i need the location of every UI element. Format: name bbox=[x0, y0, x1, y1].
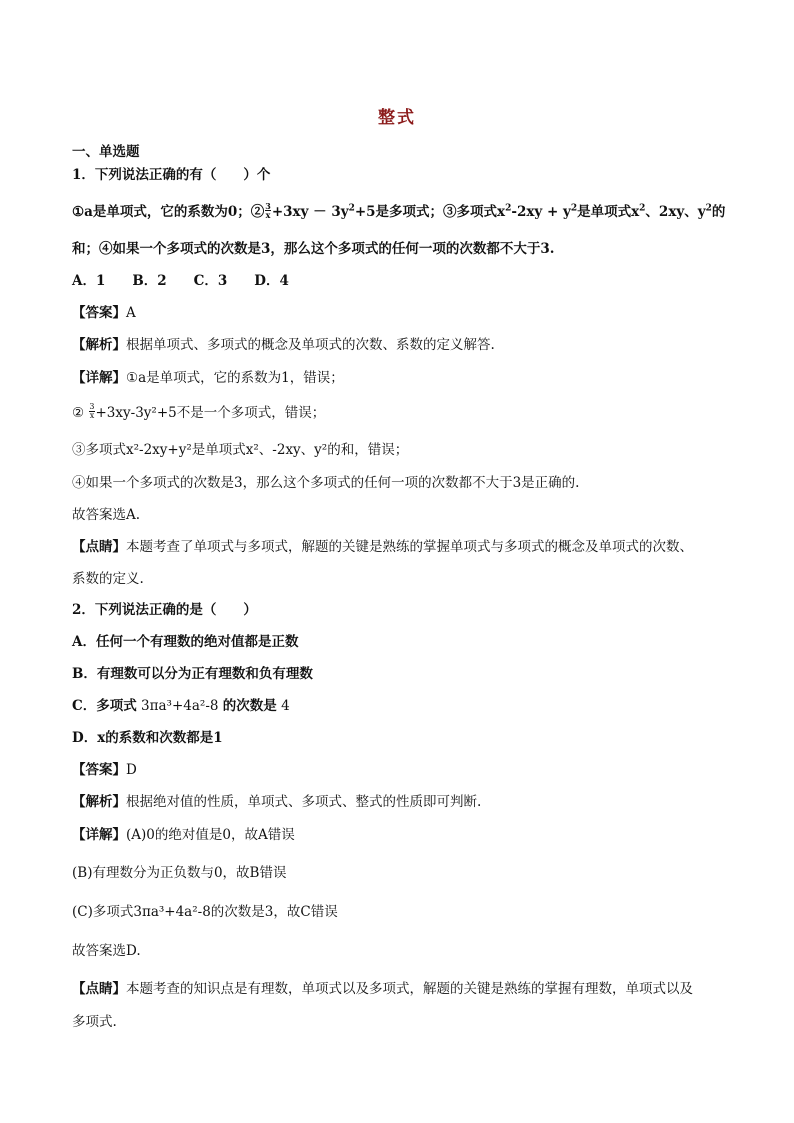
q1-detail-fraction: $\frac{3}{x}$ bbox=[89, 402, 95, 420]
q2-stem: 2．下列说法正确的是（ ） bbox=[72, 602, 257, 618]
q1-comment-1: 【点睛】本题考查了单项式与多项式，解题的关键是熟练的掌握单项式与多项式的概念及单项式的次数、 bbox=[72, 539, 693, 555]
q2-comment-2: 多项式. bbox=[72, 1014, 117, 1030]
q1-statement-line2: 和；④如果一个多项式的次数是3，那么这个多项式的任何一项的次数都不大于3. bbox=[72, 241, 555, 257]
q1-detail-1: 【详解】①a是单项式，它的系数为1，错误； bbox=[72, 370, 344, 386]
q2-option-c: C．多项式 3πa³+4a²-8 的次数是 4 bbox=[72, 698, 290, 714]
q2-detail-a: 【详解】(A)0的绝对值是0，故A错误 bbox=[72, 827, 295, 843]
q1-detail-2: ② $\frac{3}{x}$ +3xy-3y²+5不是一个多项式，错误； bbox=[72, 402, 326, 421]
q2-detail-b: (B)有理数分为正负数与0，故B错误 bbox=[72, 865, 287, 881]
section-heading: 一、单选题 bbox=[72, 144, 140, 160]
q2-detail-c: (C)多项式3πa³+4a²-8的次数是3，故C错误 bbox=[72, 904, 338, 920]
q1-fraction: $\frac{3}{x}$ bbox=[265, 201, 271, 220]
q1-analysis: 【解析】根据单项式、多项式的概念及单项式的次数、系数的定义解答. bbox=[72, 337, 495, 353]
q1-comment-2: 系数的定义. bbox=[72, 571, 144, 587]
q1-stem: 1．下列说法正确的有（ ）个 bbox=[72, 167, 271, 183]
q2-answer: 【答案】D bbox=[72, 762, 137, 778]
q2-option-d: D．x的系数和次数都是1 bbox=[72, 730, 223, 746]
q1-detail-4: ④如果一个多项式的次数是3，那么这个多项式的任何一项的次数都不大于3是正确的. bbox=[72, 475, 580, 491]
q2-option-a: A．任何一个有理数的绝对值都是正数 bbox=[72, 634, 299, 650]
q1-options: A．1 B．2 C．3 D．4 bbox=[72, 273, 289, 289]
q2-comment-1: 【点睛】本题考查的知识点是有理数，单项式以及多项式，解题的关键是熟练的掌握有理数，单项式以及 bbox=[72, 981, 693, 997]
page-title: 整式 bbox=[378, 108, 416, 128]
q2-analysis: 【解析】根据绝对值的性质，单项式、多项式、整式的性质即可判断. bbox=[72, 794, 482, 810]
q1-statement-line1: ①a是单项式，它的系数为0；② $\frac{3}{x}$ $+3xy - 3y^2+5$是多项式；③多项式$x^2-2xy + y^2$是单项式$x^2$、2xy、$y^2$的 bbox=[72, 201, 726, 220]
q2-conclusion: 故答案选D. bbox=[72, 943, 141, 959]
q1-detail-3: ③多项式x²-2xy+y²是单项式x²、-2xy、y²的和，错误； bbox=[72, 442, 409, 458]
q1-conclusion: 故答案选A. bbox=[72, 507, 141, 523]
q2-option-b: B．有理数可以分为正有理数和负有理数 bbox=[72, 666, 313, 682]
q1-answer: 【答案】A bbox=[72, 305, 136, 321]
